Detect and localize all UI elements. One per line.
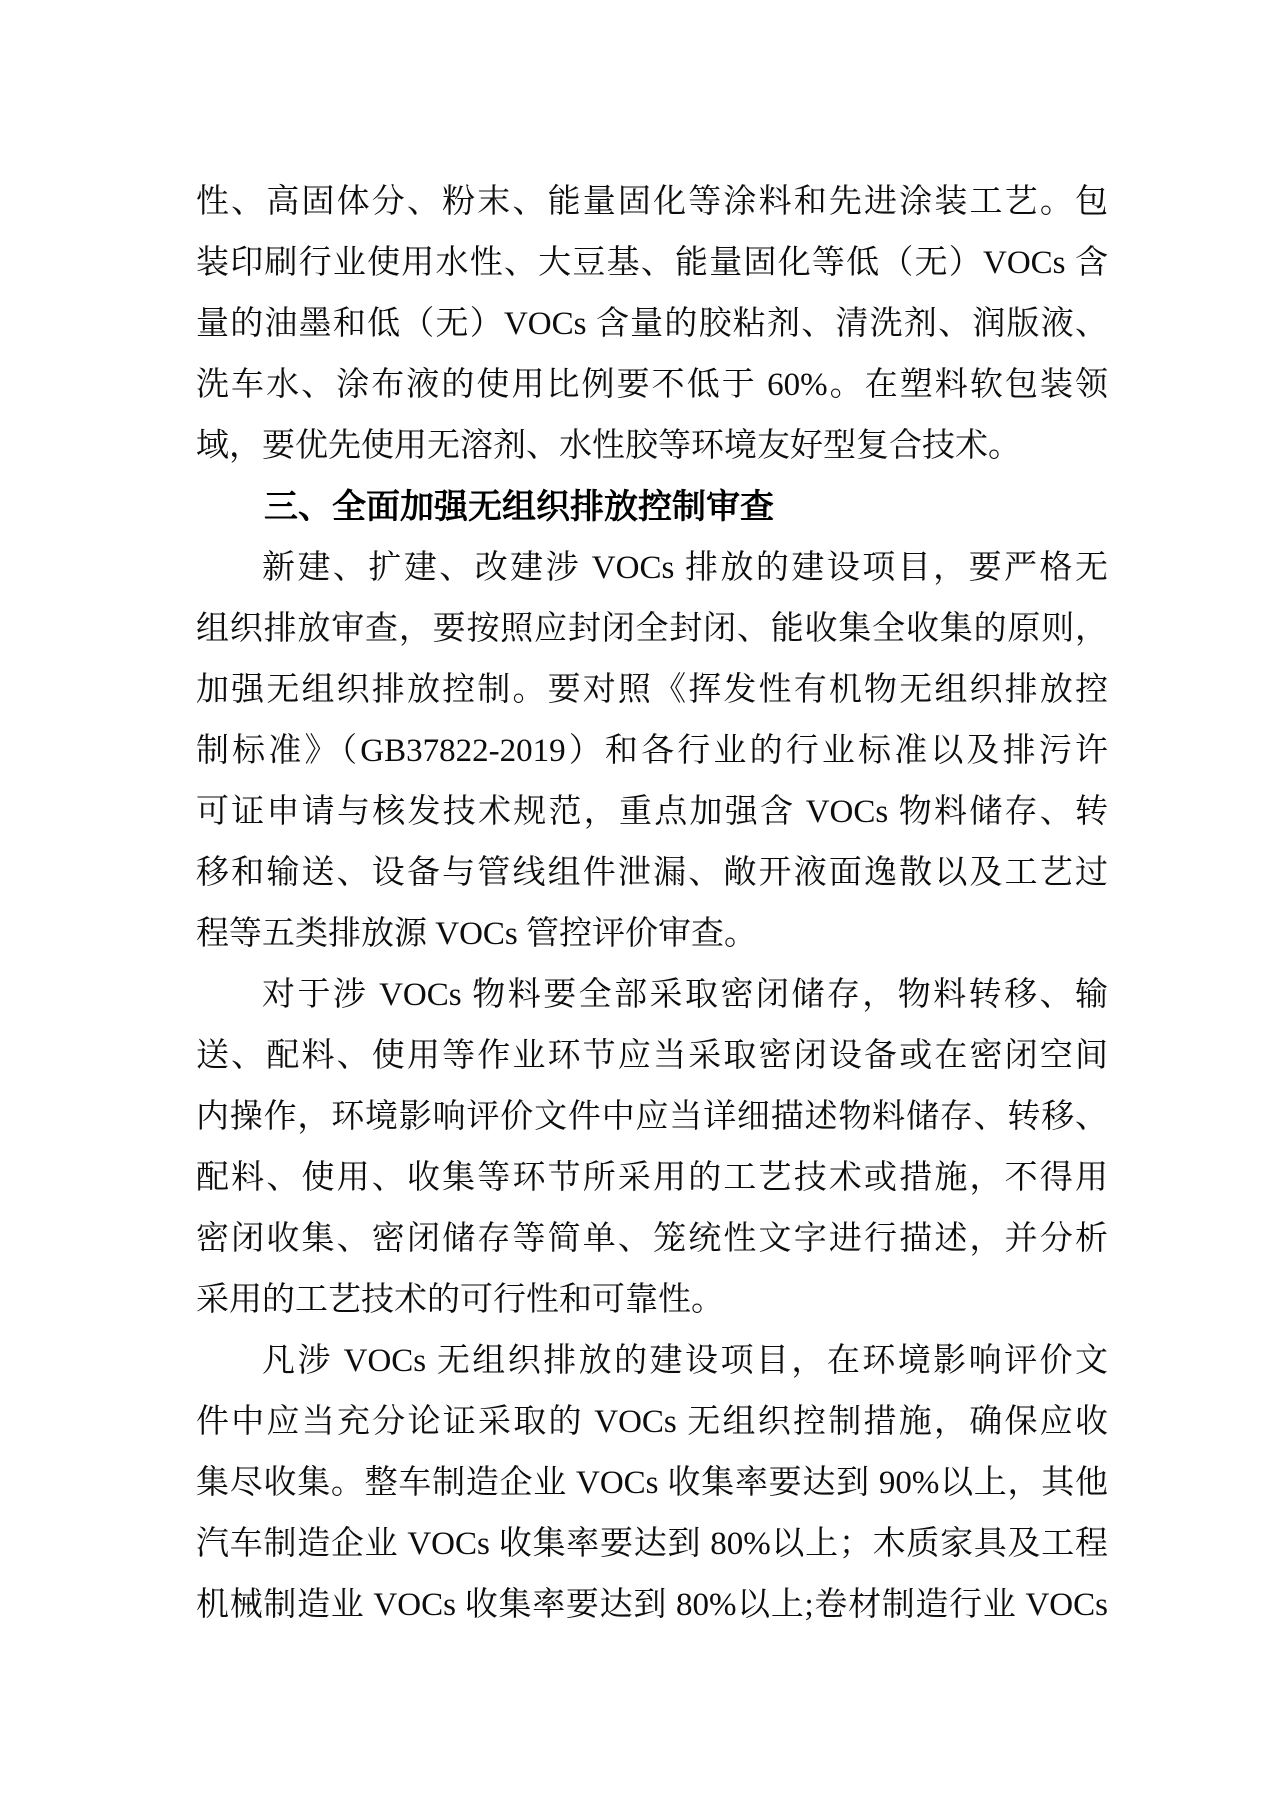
line-05: 域，要优先使用无溶剂、水性胶等环境友好型复合技术。 bbox=[196, 428, 1021, 464]
line-22: 集尽收集。整车制造企业 VOCs 收集率要达到 90%以上，其他 bbox=[196, 1465, 1108, 1501]
line-02: 装印刷行业使用水性、大豆基、能量固化等低（无）VOCs 含 bbox=[196, 245, 1108, 281]
line-14: 对于涉 VOCs 物料要全部采取密闭储存，物料转移、输 bbox=[262, 977, 1108, 1013]
line-23: 汽车制造企业 VOCs 收集率要达到 80%以上；木质家具及工程 bbox=[196, 1526, 1108, 1562]
line-01: 性、高固体分、粉末、能量固化等涂料和先进涂装工艺。包 bbox=[196, 184, 1108, 220]
line-19: 采用的工艺技术的可行性和可靠性。 bbox=[196, 1282, 724, 1318]
line-10: 制标准》（GB37822-2019）和各行业的行业标准以及排污许 bbox=[196, 733, 1108, 769]
text-block bbox=[196, 172, 1108, 1636]
line-17: 配料、使用、收集等环节所采用的工艺技术或措施，不得用 bbox=[196, 1160, 1108, 1196]
line-08: 组织排放审查，要按照应封闭全封闭、能收集全收集的原则， bbox=[196, 611, 1108, 647]
line-09: 加强无组织排放控制。要对照《挥发性有机物无组织排放控 bbox=[196, 672, 1108, 708]
line-18: 密闭收集、密闭储存等简单、笼统性文字进行描述，并分析 bbox=[196, 1221, 1108, 1257]
line-04: 洗车水、涂布液的使用比例要不低于 60%。在塑料软包装领 bbox=[196, 367, 1108, 403]
section-heading: 三、全面加强无组织排放控制审查 bbox=[264, 488, 774, 526]
line-12: 移和输送、设备与管线组件泄漏、敞开液面逸散以及工艺过 bbox=[196, 855, 1108, 891]
line-16: 内操作，环境影响评价文件中应当详细描述物料储存、转移、 bbox=[196, 1099, 1108, 1135]
line-24: 机械制造业 VOCs 收集率要达到 80%以上;卷材制造行业 VOCs bbox=[196, 1587, 1108, 1623]
line-20: 凡涉 VOCs 无组织排放的建设项目，在环境影响评价文 bbox=[262, 1343, 1108, 1379]
line-13: 程等五类排放源 VOCs 管控评价审查。 bbox=[196, 916, 758, 952]
line-21: 件中应当充分论证采取的 VOCs 无组织控制措施，确保应收 bbox=[196, 1404, 1108, 1440]
line-11: 可证申请与核发技术规范，重点加强含 VOCs 物料储存、转 bbox=[196, 794, 1108, 830]
line-03: 量的油墨和低（无）VOCs 含量的胶粘剂、清洗剂、润版液、 bbox=[196, 306, 1108, 342]
line-07: 新建、扩建、改建涉 VOCs 排放的建设项目，要严格无 bbox=[262, 550, 1108, 586]
line-15: 送、配料、使用等作业环节应当采取密闭设备或在密闭空间 bbox=[196, 1038, 1108, 1074]
